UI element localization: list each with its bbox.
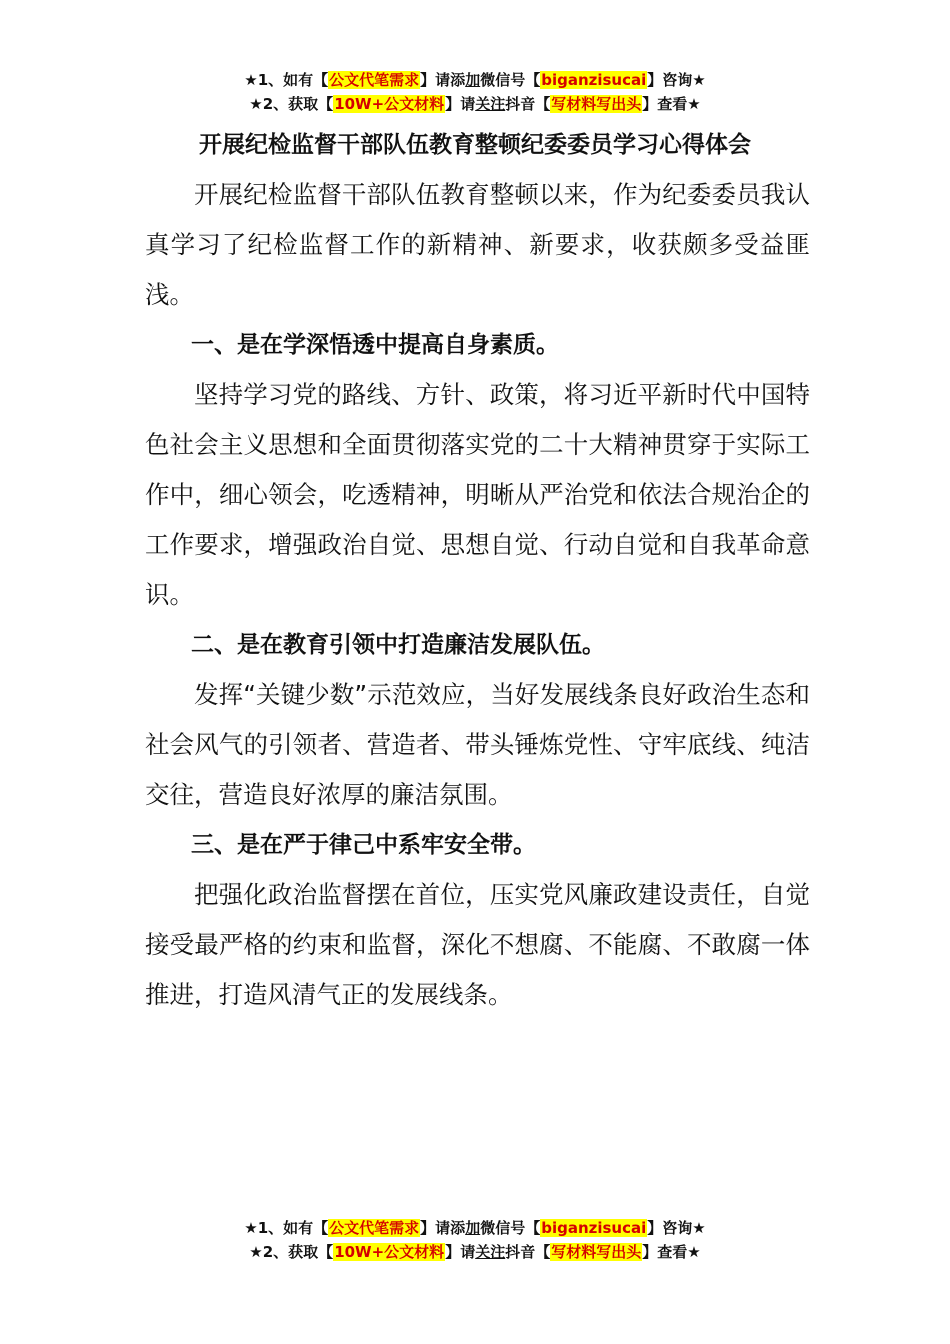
document-body	[145, 170, 810, 1020]
highlight-materials: 10W+公文材料	[334, 95, 445, 113]
highlight-wechat-id: biganzisucai	[541, 1219, 647, 1237]
banner-line-1: ★1、如有【公文代笔需求】请添加微信号【biganzisucai】咨询★	[244, 71, 706, 89]
section-heading-2: 二、是在教育引领中打造廉洁发展队伍。	[191, 632, 605, 658]
banner-line-2: ★2、获取【10W+公文材料】请关注抖音【写材料写出头】查看★	[249, 95, 701, 113]
highlight-douyin: 写材料写出头	[551, 95, 642, 113]
highlight-douyin: 写材料写出头	[551, 1243, 642, 1261]
section-heading-3: 三、是在严于律己中系牢安全带。	[191, 832, 536, 858]
highlight-service: 公文代笔需求	[329, 71, 420, 89]
banner-line-1: ★1、如有【公文代笔需求】请添加微信号【biganzisucai】咨询★	[244, 1219, 706, 1237]
highlight-service: 公文代笔需求	[329, 1219, 420, 1237]
highlight-materials: 10W+公文材料	[334, 1243, 445, 1261]
footer-banner	[0, 1216, 950, 1264]
document-title: 开展纪检监督干部队伍教育整顿纪委委员学习心得体会	[199, 132, 751, 158]
section-paragraph-3: 把强化政治监督摆在首位，压实党风廉政建设责任，自觉接受最严格的约束和监督，深化不想腐、不能腐、不敢腐一体推进，打造风清气正的发展线条。	[145, 880, 810, 1009]
section-paragraph-2: 发挥“关键少数”示范效应，当好发展线条良好政治生态和社会风气的引领者、营造者、带头锤炼党性、守牢底线、纯洁交往，营造良好浓厚的廉洁氛围。	[145, 680, 810, 809]
section-heading-1: 一、是在学深悟透中提高自身素质。	[191, 332, 559, 358]
highlight-wechat-id: biganzisucai	[541, 71, 647, 89]
section-paragraph-1: 坚持学习党的路线、方针、政策，将习近平新时代中国特色社会主义思想和全面贯彻落实党的二十大精神贯穿于实际工作中，细心领会，吃透精神，明晰从严治党和依法合规治企的工作要求，增强政治自觉、思想自觉、行动自觉和自我革命意识。	[145, 380, 810, 609]
banner-line-2: ★2、获取【10W+公文材料】请关注抖音【写材料写出头】查看★	[249, 1243, 701, 1261]
intro-paragraph: 开展纪检监督干部队伍教育整顿以来，作为纪委委员我认真学习了纪检监督工作的新精神、新要求，收获颇多受益匪浅。	[145, 180, 810, 309]
header-banner	[0, 68, 950, 116]
